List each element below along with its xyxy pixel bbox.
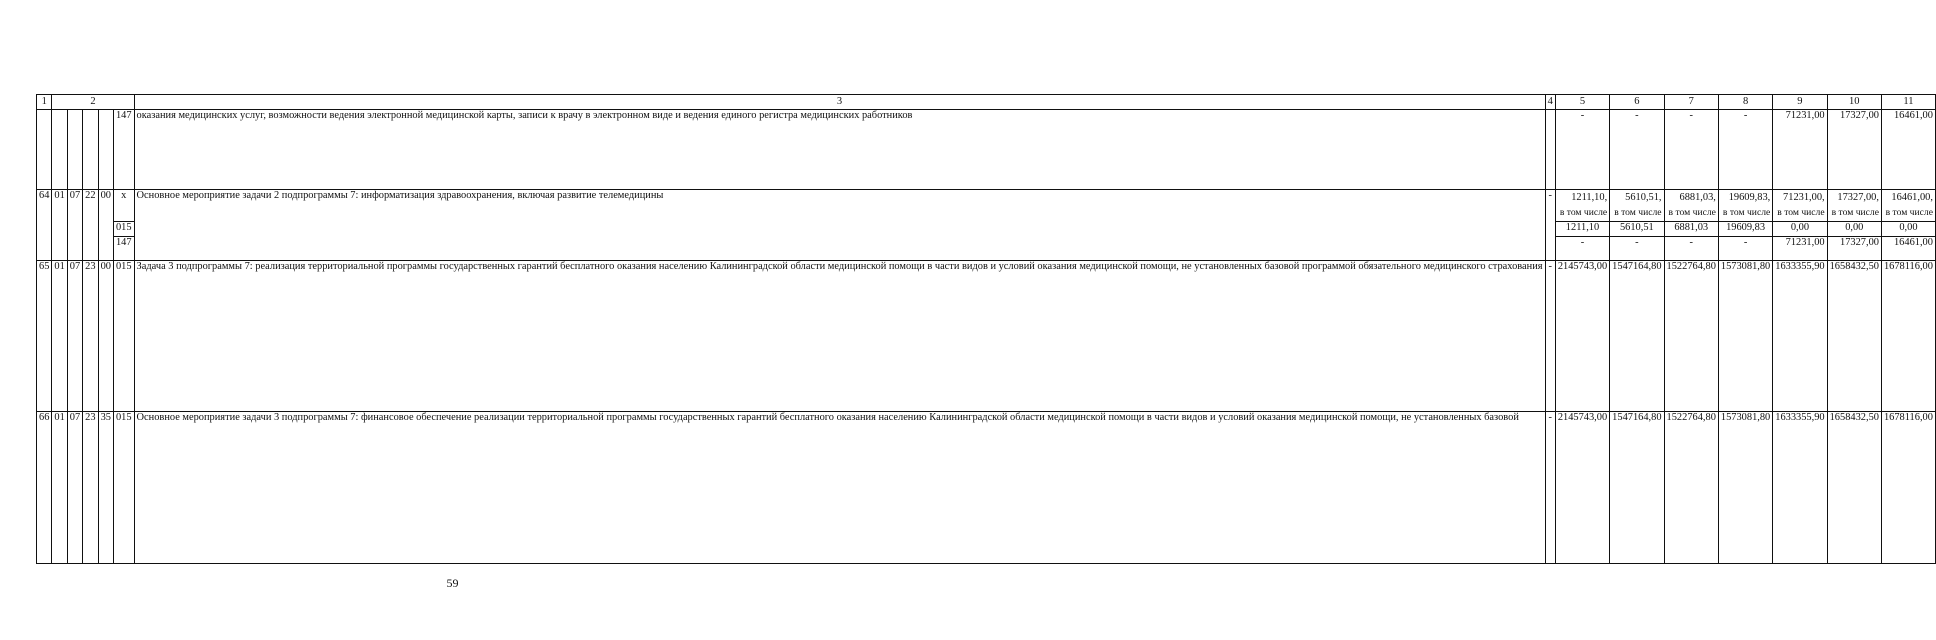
value-cell: 1633355,90 <box>1773 412 1827 564</box>
code-cell <box>67 110 82 190</box>
value-cell: - <box>1610 237 1664 261</box>
table-row <box>37 190 1936 222</box>
value-cell: 1547164,80 <box>1610 261 1664 412</box>
header-col-8: 8 <box>1718 95 1772 110</box>
incl-label: в том числе <box>1885 207 1933 218</box>
value-cell: 71231,00 <box>1773 237 1827 261</box>
value-cell: 16461,00 <box>1881 237 1935 261</box>
code-cell: 35 <box>98 412 113 564</box>
value-cell <box>1881 190 1935 222</box>
value-cell: - <box>1555 110 1609 190</box>
code-cell: 07 <box>67 261 82 412</box>
description-cell: оказания медицинских услуг, возможности ведения электронной медицинской карты, записи к врачу в электронном виде и ведения единого регистра медицинских работников <box>134 110 1545 190</box>
value-cell: 1658432,50 <box>1827 412 1881 564</box>
value-cell: 1633355,90 <box>1773 261 1827 412</box>
table-row <box>37 412 1936 564</box>
header-col-5: 5 <box>1555 95 1609 110</box>
col4-cell: - <box>1545 412 1555 564</box>
header-col-4: 4 <box>1545 95 1555 110</box>
table-row <box>37 110 1936 190</box>
value-cell: 16461,00 <box>1881 110 1935 190</box>
col4-cell <box>1545 110 1555 190</box>
value-cell: 17327,00 <box>1827 110 1881 190</box>
value-cell <box>1664 190 1718 222</box>
incl-label: в том числе <box>1722 207 1771 218</box>
grbs-code-cell: 015 <box>113 261 134 412</box>
value-cell: - <box>1718 110 1772 190</box>
value-text: 6881,03, <box>1679 192 1716 203</box>
header-col-7: 7 <box>1664 95 1718 110</box>
value-cell: - <box>1610 110 1664 190</box>
code-cell: 07 <box>67 412 82 564</box>
value-cell: 71231,00 <box>1773 110 1827 190</box>
value-cell: 6881,03 <box>1664 222 1718 237</box>
value-text: 17327,00, <box>1837 192 1879 203</box>
budget-table-sheet <box>36 94 1936 564</box>
value-cell: 0,00 <box>1881 222 1935 237</box>
value-cell: - <box>1664 110 1718 190</box>
value-cell: 19609,83 <box>1718 222 1772 237</box>
value-cell: - <box>1718 237 1772 261</box>
incl-label: в том числе <box>1668 207 1716 218</box>
code-cell: 00 <box>98 261 113 412</box>
value-text: 5610,51, <box>1625 192 1662 203</box>
value-cell: 0,00 <box>1827 222 1881 237</box>
col4-cell: - <box>1545 190 1555 261</box>
value-cell <box>1610 190 1664 222</box>
table-row <box>37 261 1936 412</box>
value-cell <box>1827 190 1881 222</box>
value-text: 71231,00, <box>1783 192 1825 203</box>
page-number: 59 <box>446 576 459 590</box>
row-number-cell <box>37 110 52 190</box>
grbs-code-cell: 147 <box>113 237 134 261</box>
row-number-cell: 64 <box>37 190 52 261</box>
row-number-cell: 65 <box>37 261 52 412</box>
incl-label: в том числе <box>1831 207 1879 218</box>
description-cell: Основное мероприятие задачи 3 подпрограммы 7: финансовое обеспечение реализации территориальной программы государственных гарантий бесплатного оказания населению Калининградской области медицинской помощи в части видов и условий оказания медицинской помощи, не установленных базовой <box>134 412 1545 564</box>
code-cell <box>98 110 113 190</box>
value-cell: 1573081,80 <box>1718 412 1772 564</box>
code-cell: 23 <box>83 261 98 412</box>
value-cell: 1678116,00 <box>1881 412 1935 564</box>
value-text: 16461,00, <box>1891 192 1933 203</box>
description-cell: Основное мероприятие задачи 2 подпрограммы 7: информатизация здравоохранения, включая развитие телемедицины <box>134 190 1545 261</box>
value-cell: 5610,51 <box>1610 222 1664 237</box>
col4-cell: - <box>1545 261 1555 412</box>
value-cell: - <box>1555 237 1609 261</box>
incl-label: в том числе <box>1559 207 1608 218</box>
description-cell: Задача 3 подпрограммы 7: реализация территориальной программы государственных гарантий бесплатного оказания населению Калининградской области медицинской помощи в части видов и условий оказания медицинской помощи, не установленных базовой программой обязательного медицинского страхования <box>134 261 1545 412</box>
grbs-code-cell: 015 <box>113 412 134 564</box>
budget-table <box>36 94 1936 564</box>
value-cell <box>1773 190 1827 222</box>
value-cell <box>1718 190 1772 222</box>
value-cell: 1211,10 <box>1555 222 1609 237</box>
grbs-code-cell: 147 <box>113 110 134 190</box>
code-cell: 22 <box>83 190 98 261</box>
row-number-cell: 66 <box>37 412 52 564</box>
incl-label: в том числе <box>1777 207 1825 218</box>
header-col-3: 3 <box>134 95 1545 110</box>
value-text: 1211,10, <box>1571 192 1608 203</box>
value-cell: - <box>1664 237 1718 261</box>
code-cell: 01 <box>52 261 67 412</box>
value-cell: 1522764,80 <box>1664 412 1718 564</box>
value-cell: 1573081,80 <box>1718 261 1772 412</box>
value-cell: 2145743,00 <box>1555 412 1609 564</box>
value-cell: 1547164,80 <box>1610 412 1664 564</box>
code-cell: 01 <box>52 412 67 564</box>
value-cell: 17327,00 <box>1827 237 1881 261</box>
value-text: 19609,83, <box>1728 192 1771 203</box>
incl-label: в том числе <box>1614 207 1662 218</box>
value-cell: 2145743,00 <box>1555 261 1609 412</box>
table-header-row <box>37 95 1936 110</box>
value-cell: 1522764,80 <box>1664 261 1718 412</box>
header-col-10: 10 <box>1827 95 1881 110</box>
code-cell: 01 <box>52 190 67 261</box>
header-col-1: 1 <box>37 95 52 110</box>
code-cell: 23 <box>83 412 98 564</box>
header-col-9: 9 <box>1773 95 1827 110</box>
value-cell <box>1555 190 1609 222</box>
grbs-code-cell: 015 <box>113 222 134 237</box>
header-col-6: 6 <box>1610 95 1664 110</box>
code-cell <box>83 110 98 190</box>
header-col-2: 2 <box>52 95 134 110</box>
value-cell: 1678116,00 <box>1881 261 1935 412</box>
code-cell: 00 <box>98 190 113 261</box>
grbs-code-cell: x <box>113 190 134 222</box>
value-cell: 0,00 <box>1773 222 1827 237</box>
code-cell: 07 <box>67 190 82 261</box>
value-cell: 1658432,50 <box>1827 261 1881 412</box>
header-col-11: 11 <box>1881 95 1935 110</box>
code-cell <box>52 110 67 190</box>
